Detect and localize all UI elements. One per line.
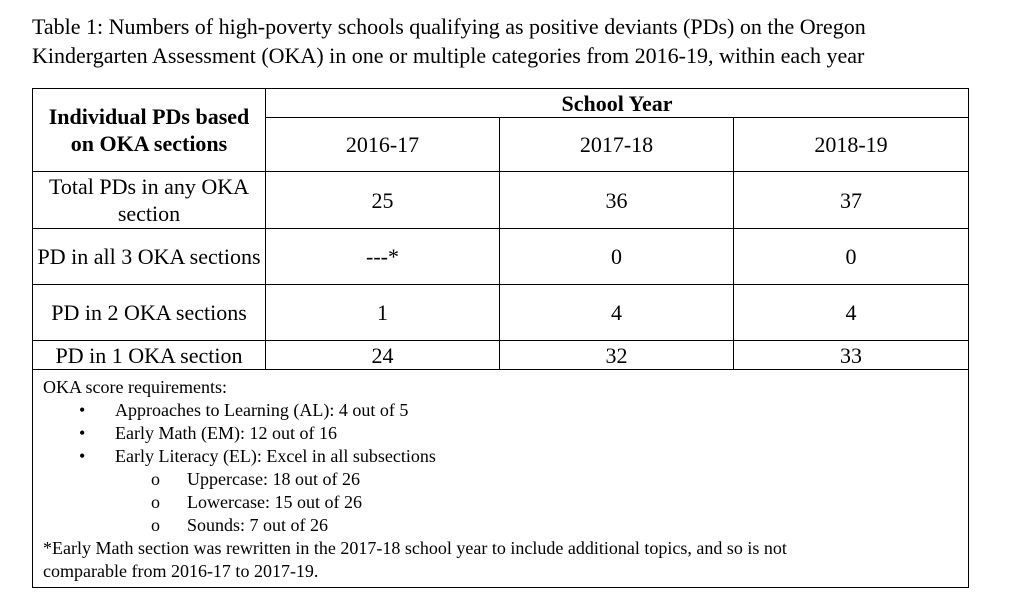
table-row xyxy=(33,229,969,285)
cell-value: 36 xyxy=(500,172,734,229)
table-notes xyxy=(33,370,969,588)
cell-value: 33 xyxy=(734,341,969,370)
cell-value: 4 xyxy=(734,285,969,341)
cell-value: 25 xyxy=(266,172,500,229)
requirement-item: • Early Literacy (EL): Excel in all subsections xyxy=(43,445,960,468)
literacy-subsection-item: o Sounds: 7 out of 26 xyxy=(43,514,960,537)
caption-line-1: Table 1: Numbers of high-poverty schools qualifying as positive deviants (PDs) on the Oregon xyxy=(32,14,866,39)
table-row xyxy=(33,341,969,370)
row-label: Total PDs in any OKA section xyxy=(33,172,266,229)
row-label: PD in 2 OKA sections xyxy=(33,285,266,341)
cell-value: 4 xyxy=(500,285,734,341)
row-label: PD in 1 OKA section xyxy=(33,341,266,370)
cell-value: 1 xyxy=(266,285,500,341)
literacy-subsection-item: o Lowercase: 15 out of 26 xyxy=(43,491,960,514)
notes-heading: OKA score requirements: xyxy=(43,377,227,397)
cell-value: 24 xyxy=(266,341,500,370)
cell-value: 0 xyxy=(734,229,969,285)
pd-table xyxy=(32,88,969,588)
table-caption xyxy=(32,12,992,70)
cell-value: 37 xyxy=(734,172,969,229)
year-header: 2017-18 xyxy=(500,118,734,172)
row-label: PD in all 3 OKA sections xyxy=(33,229,266,285)
school-year-header: School Year xyxy=(266,89,969,118)
table-row xyxy=(33,172,969,229)
year-header: 2016-17 xyxy=(266,118,500,172)
year-header: 2018-19 xyxy=(734,118,969,172)
footnote-line-1: *Early Math section was rewritten in the 2017-18 school year to include additional topics, and so is not xyxy=(43,538,787,558)
table-row xyxy=(33,285,969,341)
caption-line-2: Kindergarten Assessment (OKA) in one or multiple categories from 2016-19, within each year xyxy=(32,43,865,68)
cell-value: 0 xyxy=(500,229,734,285)
footnote-line-2: comparable from 2016-17 to 2017-19. xyxy=(43,561,319,581)
row-header-title: Individual PDs based on OKA sections xyxy=(33,89,266,172)
requirement-item: • Approaches to Learning (AL): 4 out of 5 xyxy=(43,399,960,422)
requirement-item: • Early Math (EM): 12 out of 16 xyxy=(43,422,960,445)
literacy-subsection-item: o Uppercase: 18 out of 26 xyxy=(43,468,960,491)
cell-value: ---* xyxy=(266,229,500,285)
cell-value: 32 xyxy=(500,341,734,370)
